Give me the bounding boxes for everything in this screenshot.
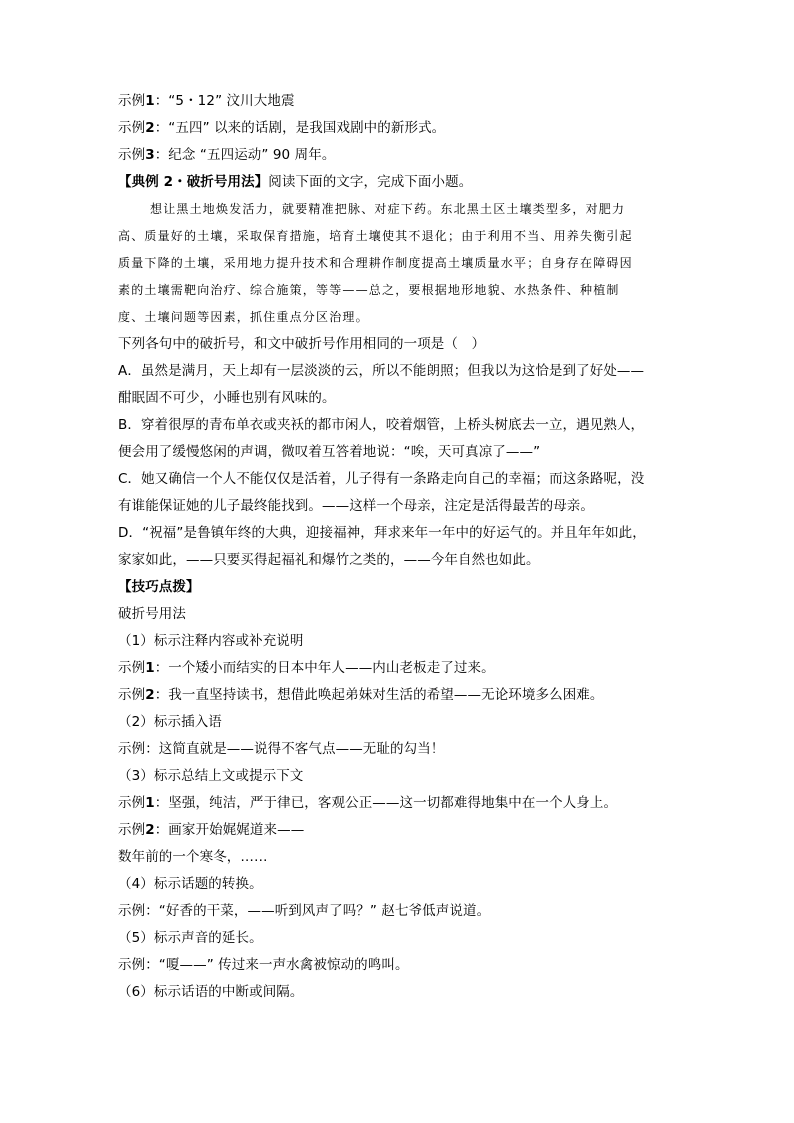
example-number: 1 xyxy=(145,93,155,109)
example-label: 示例 xyxy=(118,120,146,136)
example-text: ：“5・12” 汶川大地震 xyxy=(154,93,295,109)
passage-line-5: 度、土壤问题等因素，抓住重点分区治理。 xyxy=(118,310,369,324)
example-label: 示例 xyxy=(118,147,146,163)
usage-heading: （2）标示插入语 xyxy=(118,714,222,730)
example-label: 示例 xyxy=(118,660,146,676)
example2-title: 【典例 2・破折号用法】 xyxy=(118,174,269,190)
passage-line-2: 高、质量好的土壤，采取保育措施，培育土壤使其不退化；由于利用不当、用养失衡引起 xyxy=(118,229,633,243)
example-label: 示例 xyxy=(118,903,146,919)
option-a-line-2: 酣眠固不可少，小睡也别有风味的。 xyxy=(118,390,336,406)
example-number: 2 xyxy=(145,120,155,136)
usage-example xyxy=(118,655,678,682)
example-text: ：一个矮小而结实的日本中年人——内山老板走了过来。 xyxy=(154,660,495,676)
usage-example xyxy=(118,736,678,763)
example-text: ：坚强，纯洁，严于律已，客观公正——这一切都难得地集中在一个人身上。 xyxy=(154,795,618,811)
passage-line-1: 想让黑土地焕发活力，就要精准把脉、对症下药。东北黑土区土壤类型多，对肥力 xyxy=(150,202,626,216)
usage-example xyxy=(118,817,678,844)
example-number: 2 xyxy=(145,822,155,838)
example-label: 示例 xyxy=(118,741,146,757)
dash-usage-title: 破折号用法 xyxy=(118,606,186,622)
example-number: 1 xyxy=(145,795,155,811)
example-text: ：“好香的干菜，——听到风声了吗？” 赵七爷低声说道。 xyxy=(145,903,491,919)
example-text: ：“五四” 以来的话剧，是我国戏剧中的新形式。 xyxy=(154,120,446,136)
intro-example-2 xyxy=(118,115,678,142)
example2-header xyxy=(118,169,678,196)
intro-example-3 xyxy=(118,142,678,169)
option-b-line-1: B．穿着很厚的青布单衣或夹袄的都市闲人，咬着烟管，上桥头树底去一立，遇见熟人， xyxy=(118,417,645,433)
intro-example-1 xyxy=(118,88,678,115)
passage-line-4: 素的土壤需靶向治疗、综合施策，等等——总之，要根据地形地貌、水热条件、种植制 xyxy=(118,283,620,297)
example2-instruction: 阅读下面的文字，完成下面小题。 xyxy=(268,174,473,190)
example-text: ：画家开始娓娓道来—— xyxy=(154,822,305,838)
option-d-line-1: D．“祝福”是鲁镇年终的大典，迎接福神，拜求来年一年中的好运气的。并且年年如此， xyxy=(118,525,646,541)
usage-heading: （1）标示注释内容或补充说明 xyxy=(118,633,304,649)
usage-example xyxy=(118,952,678,979)
example-text: ：“嗄——” 传过来一声水禽被惊动的鸣叫。 xyxy=(145,957,409,973)
usage-list xyxy=(118,628,678,1006)
example-text: ：这简直就是——说得不客气点——无耻的勾当！ xyxy=(145,741,445,757)
example-label: 示例 xyxy=(118,822,146,838)
usage-example xyxy=(118,790,678,817)
example-label: 示例 xyxy=(118,93,146,109)
example-text: ：纪念 “五四运动” 90 周年。 xyxy=(154,147,336,163)
usage-heading: （3）标示总结上文或提示下文 xyxy=(118,768,304,784)
option-a-line-1: A．虽然是满月，天上却有一层淡淡的云，所以不能朗照；但我以为这恰是到了好处—— xyxy=(118,363,645,379)
usage-heading: （5）标示声音的延长。 xyxy=(118,930,263,946)
tips-title: 【技巧点拨】 xyxy=(118,579,200,595)
question-stem: 下列各句中的破折号，和文中破折号作用相同的一项是（ ） xyxy=(118,336,486,352)
example-text: ：我一直坚持读书，想借此唤起弟妹对生活的希望——无论环境多么困难。 xyxy=(154,687,604,703)
option-c-line-2: 有谁能保证她的儿子最终能找到。——这样一个母亲，注定是活得最苦的母亲。 xyxy=(118,498,594,514)
example-number: 1 xyxy=(145,660,155,676)
option-d-line-2: 家家如此，——只要买得起福礼和爆竹之类的，——今年自然也如此。 xyxy=(118,552,540,568)
option-b-line-2: 便会用了缓慢悠闲的声调，微叹着互答着地说：“唉，天可真凉了——” xyxy=(118,444,541,460)
usage-example xyxy=(118,898,678,925)
usage-heading: （6）标示话语的中断或间隔。 xyxy=(118,984,304,1000)
example-label: 示例 xyxy=(118,687,146,703)
option-c-line-1: C．她又确信一个人不能仅仅是活着，儿子得有一条路走向自己的幸福；而这条路呢，没 xyxy=(118,471,645,487)
example-label: 示例 xyxy=(118,957,146,973)
document-page xyxy=(118,88,678,1006)
example-number: 2 xyxy=(145,687,155,703)
passage-line-3: 质量下降的土壤，采用地力提升技术和合理耕作制度提高土壤质量水平；自身存在障碍因 xyxy=(118,256,633,270)
usage-example xyxy=(118,682,678,709)
example-label: 示例 xyxy=(118,795,146,811)
usage-heading: （4）标示话题的转换。 xyxy=(118,876,263,892)
example-number: 3 xyxy=(145,147,155,163)
usage-continuation: 数年前的一个寒冬，…… xyxy=(118,849,268,865)
